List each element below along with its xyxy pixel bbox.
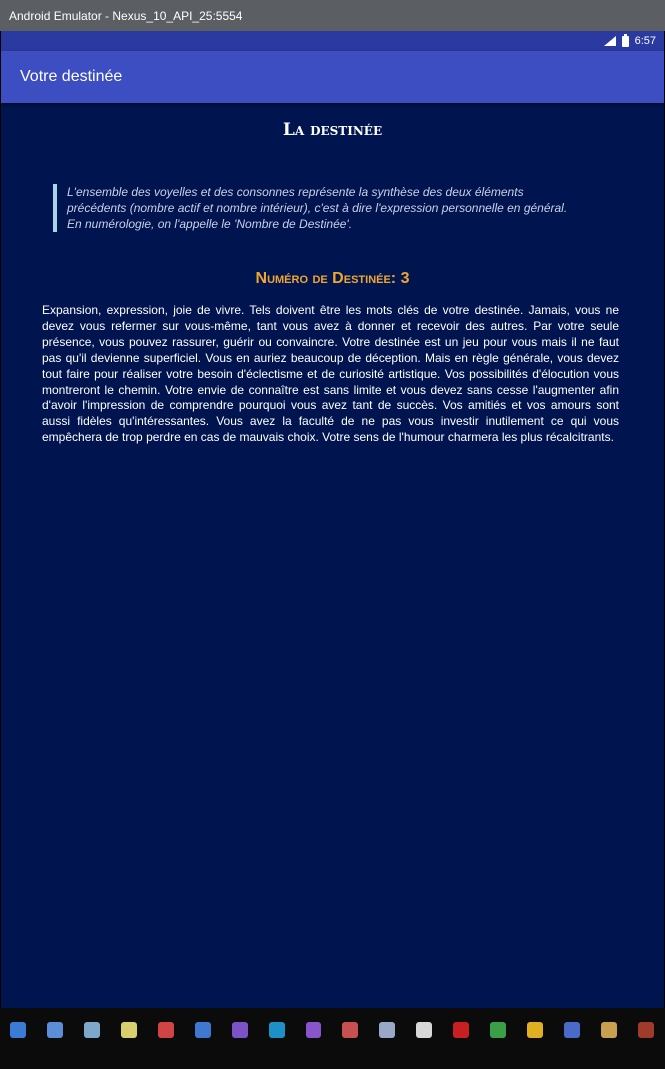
infinity-icon[interactable]	[195, 1022, 211, 1038]
status-bar	[1, 31, 664, 51]
calculator-icon[interactable]	[416, 1022, 432, 1038]
color-picker-icon[interactable]	[527, 1022, 543, 1038]
destiny-number-title: Numéro de Destinée: 3	[255, 270, 410, 287]
browser-icon[interactable]	[47, 1022, 63, 1038]
section-title: La destinée	[282, 120, 383, 140]
visual-studio-icon[interactable]	[232, 1022, 248, 1038]
app-bar-title: Votre destinée	[20, 68, 123, 85]
windows-taskbar	[0, 1008, 665, 1069]
intro-quote: L'ensemble des voyelles et des consonnes représente la synthèse des deux éléments précédents (nombre actif et nombre intérieur), c'est à dire l'expression personnelle en général. En numérologie, on l'appelle le 'Nombre de Destinée'.	[53, 184, 577, 232]
emulator-title: Android Emulator - Nexus_10_API_25:5554	[9, 8, 243, 23]
notes-icon[interactable]	[84, 1022, 100, 1038]
status-time: 6:57	[634, 35, 656, 47]
destiny-description: Expansion, expression, joie de vivre. Tels doivent être les mots clés de votre destinée. Jamais, vous ne devez vous refermer sur vous-même, tant vous avez à donner et recevoir des autres. Par votre seule présence, vous pouvez rassurer, guérir ou convaincre. Votre destinée est un jeu pour vous mais il ne faut pas qu'il devienne superficiel. Vous en auriez beaucoup de déception. Mais en règle générale, vous devez tout faire pour réaliser votre besoin d'éclectisme et de curiosité artistique. Vos possibilités d'élocution vous montreront le chemin. Votre envie de connaître est sans limite et vous devez sans cesse l'augmenter afin d'avoir l'impression de comprendre pourquoi vous avez tant de succès. Vos amitiés et vos amours sont aussi fidèles qu'intéressantes. Vous avez la faculté de ne pas vous investir inutilement ce qui vous empêchera de trop perdre en cas de mauvais choix. Votre sens de l'humour charmera les plus récalcitrants.	[42, 303, 619, 445]
battery-icon	[622, 36, 629, 47]
lte-signal-icon	[604, 36, 616, 46]
save-icon[interactable]	[564, 1022, 580, 1038]
notepad-icon[interactable]	[121, 1022, 137, 1038]
chrome-icon[interactable]	[10, 1022, 26, 1038]
tool-icon[interactable]	[269, 1022, 285, 1038]
tree-icon[interactable]	[601, 1022, 617, 1038]
filezilla-icon[interactable]	[453, 1022, 469, 1038]
paint-icon[interactable]	[158, 1022, 174, 1038]
android-screen	[1, 31, 664, 1008]
taskbar-icons	[0, 1015, 665, 1045]
app-bar	[1, 51, 664, 103]
emulator-titlebar	[0, 0, 665, 31]
visual-studio-2-icon[interactable]	[306, 1022, 322, 1038]
app-icon[interactable]	[379, 1022, 395, 1038]
paint-brush-icon[interactable]	[342, 1022, 358, 1038]
book-icon[interactable]	[638, 1022, 654, 1038]
network-icon[interactable]	[490, 1022, 506, 1038]
